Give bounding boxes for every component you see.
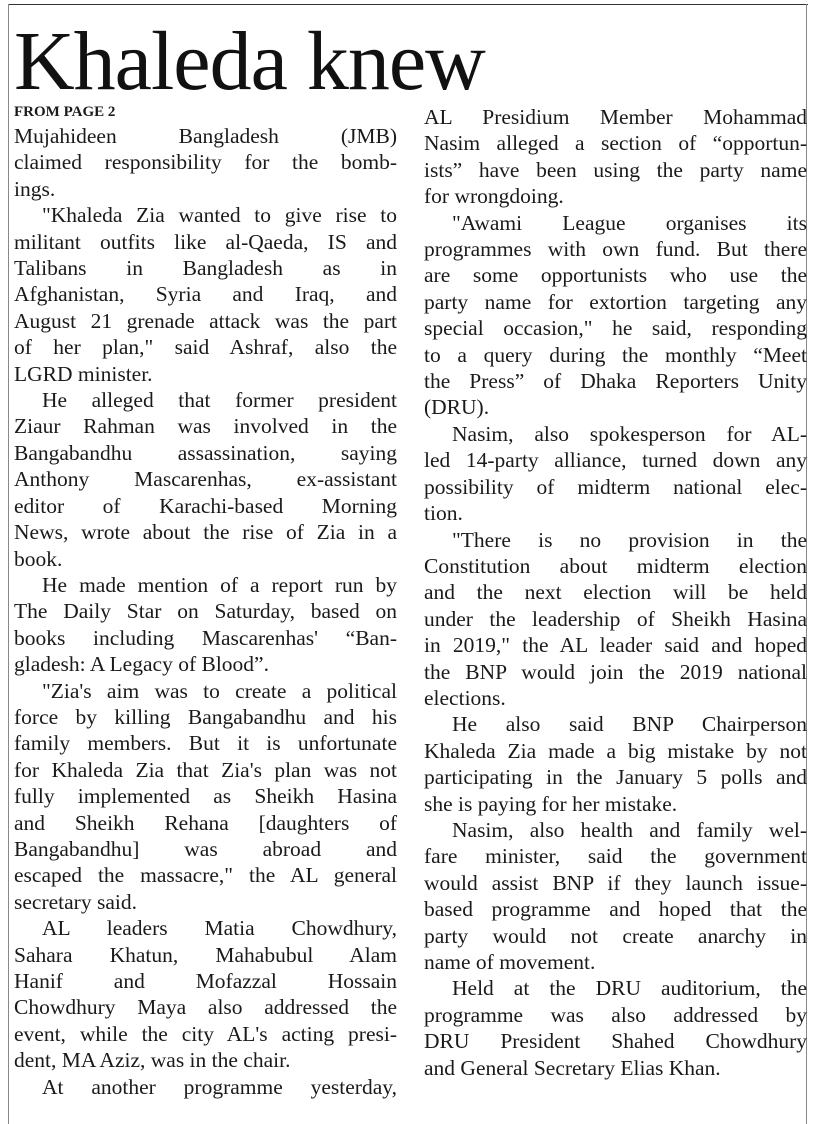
text-line: At another programme yesterday, bbox=[42, 1074, 397, 1099]
text-line: fare minister, said the government bbox=[424, 844, 807, 869]
text-line: books including Mascarenhas' “Ban- bbox=[14, 625, 397, 650]
text-line: possibility of midterm national elec- bbox=[424, 474, 807, 499]
text-line: gladesh: A Legacy of Blood”. bbox=[14, 652, 269, 677]
text-line: and General Secretary Elias Khan. bbox=[424, 1055, 721, 1080]
text-line: she is paying for her mistake. bbox=[424, 791, 678, 816]
article-column-right bbox=[424, 104, 807, 1081]
text-line: "Zia's aim was to create a political bbox=[42, 678, 397, 703]
paragraph bbox=[424, 711, 807, 817]
text-line: Held at the DRU auditorium, the bbox=[452, 976, 807, 1001]
text-line: Nasim, also spokesperson for AL- bbox=[452, 421, 807, 446]
text-line: AL Presidium Member Mohammad bbox=[424, 105, 807, 129]
text-line: Anthony Mascarenhas, ex-assistant bbox=[14, 467, 397, 492]
text-line: AL leaders Matia Chowdhury, bbox=[42, 916, 397, 941]
left-column-body bbox=[14, 123, 397, 1100]
text-line: tion. bbox=[424, 501, 463, 526]
text-line: The Daily Star on Saturday, based on bbox=[14, 599, 397, 624]
text-line: are some opportunists who use the bbox=[424, 263, 807, 288]
text-line: family members. But it is unfortunate bbox=[14, 731, 397, 756]
text-line: the BNP would join the 2019 national bbox=[424, 659, 807, 684]
text-line: led 14-party alliance, turned down any bbox=[424, 448, 807, 473]
text-line: Bangabandhu assassination, saying bbox=[14, 440, 397, 465]
text-line: book. bbox=[14, 546, 63, 571]
text-line: dent, MA Aziz, was in the chair. bbox=[14, 1048, 291, 1073]
paragraph bbox=[424, 421, 807, 527]
text-line: ings. bbox=[14, 176, 56, 201]
text-line: for Khaleda Zia that Zia's plan was not bbox=[14, 757, 397, 782]
text-line: Nasim, also health and family wel- bbox=[452, 817, 807, 842]
text-line: would assist BNP if they launch issue- bbox=[424, 870, 807, 895]
paragraph bbox=[424, 104, 807, 210]
text-line: elections. bbox=[424, 685, 506, 710]
paragraph bbox=[424, 527, 807, 712]
text-line: and the next election will be held bbox=[424, 580, 807, 605]
text-line: force by killing Bangabandhu and his bbox=[14, 704, 397, 729]
text-line: DRU President Shahed Chowdhury bbox=[424, 1029, 807, 1054]
headline: Khaleda knew bbox=[14, 15, 485, 108]
text-line: Talibans in Bangladesh as in bbox=[14, 256, 397, 281]
text-line: Sahara Khatun, Mahabubul Alam bbox=[14, 942, 397, 967]
paragraph bbox=[14, 387, 397, 572]
paragraph bbox=[424, 975, 807, 1081]
jump-line: FROM PAGE 2 bbox=[14, 104, 116, 120]
text-line: claimed responsibility for the bomb- bbox=[14, 150, 397, 175]
text-line: editor of Karachi-based Morning bbox=[14, 493, 397, 518]
text-line: He alleged that former president bbox=[42, 388, 397, 413]
text-line: LGRD minister. bbox=[14, 361, 153, 386]
text-line: Nasim alleged a section of “opportun- bbox=[424, 131, 807, 156]
text-line: party name for extortion targeting any bbox=[424, 289, 807, 314]
text-line: event, while the city AL's acting presi- bbox=[14, 1021, 397, 1046]
text-line: "Khaleda Zia wanted to give rise to bbox=[42, 203, 397, 228]
text-line: party would not create anarchy in bbox=[424, 923, 807, 948]
text-line: based programme and hoped that the bbox=[424, 897, 807, 922]
paragraph bbox=[14, 202, 397, 387]
paragraph bbox=[424, 817, 807, 975]
text-line: of her plan," said Ashraf, also the bbox=[14, 335, 397, 360]
paragraph bbox=[14, 915, 397, 1073]
text-line: Hanif and Mofazzal Hossain bbox=[14, 969, 397, 993]
text-line: "Awami League organises its bbox=[452, 210, 807, 235]
text-line: Mujahideen Bangladesh (JMB) bbox=[14, 124, 397, 148]
text-line: programme was also addressed by bbox=[424, 1002, 807, 1027]
paragraph bbox=[14, 572, 397, 678]
left-column-rule bbox=[8, 4, 9, 1124]
text-line: ists” have been using the party name bbox=[424, 157, 807, 182]
text-line: secretary said. bbox=[14, 889, 137, 914]
text-line: militant outfits like al-Qaeda, IS and bbox=[14, 229, 397, 254]
paragraph bbox=[424, 210, 807, 421]
text-line: "There is no provision in the bbox=[452, 527, 807, 552]
text-line: Khaleda Zia made a big mistake by not bbox=[424, 738, 807, 763]
text-line: under the leadership of Sheikh Hasina bbox=[424, 606, 807, 631]
top-rule bbox=[8, 4, 808, 5]
text-line: He made mention of a report run by bbox=[42, 572, 397, 597]
text-line: programmes with own fund. But there bbox=[424, 237, 807, 262]
text-line: Constitution about midterm election bbox=[424, 553, 807, 578]
text-line: name of movement. bbox=[424, 950, 596, 974]
text-line: fully implemented as Sheikh Hasina bbox=[14, 784, 397, 809]
text-line: and Sheikh Rehana [daughters of bbox=[14, 810, 397, 835]
text-line: the Press” of Dhaka Reporters Unity bbox=[424, 369, 807, 394]
text-line: Chowdhury Maya also addressed the bbox=[14, 995, 397, 1020]
text-line: for wrongdoing. bbox=[424, 184, 564, 209]
text-line: (DRU). bbox=[424, 395, 490, 420]
article-column-left bbox=[14, 104, 397, 1100]
text-line: Ziaur Rahman was involved in the bbox=[14, 414, 397, 439]
text-line: Bangabandhu] was abroad and bbox=[14, 836, 397, 861]
text-line: He also said BNP Chairperson bbox=[452, 712, 807, 737]
text-line: News, wrote about the rise of Zia in a bbox=[14, 520, 397, 545]
paragraph bbox=[14, 123, 397, 202]
text-line: to a query during the monthly “Meet bbox=[424, 342, 807, 367]
paragraph bbox=[14, 1074, 397, 1100]
text-line: escaped the massacre," the AL general bbox=[14, 863, 397, 888]
paragraph bbox=[14, 678, 397, 916]
right-column-body bbox=[424, 104, 807, 1081]
text-line: Afghanistan, Syria and Iraq, and bbox=[14, 282, 397, 307]
text-line: in 2019," the AL leader said and hoped bbox=[424, 633, 807, 658]
text-line: participating in the January 5 polls and bbox=[424, 765, 807, 790]
text-line: special occasion," he said, responding bbox=[424, 316, 807, 341]
text-line: August 21 grenade attack was the part bbox=[14, 308, 397, 333]
